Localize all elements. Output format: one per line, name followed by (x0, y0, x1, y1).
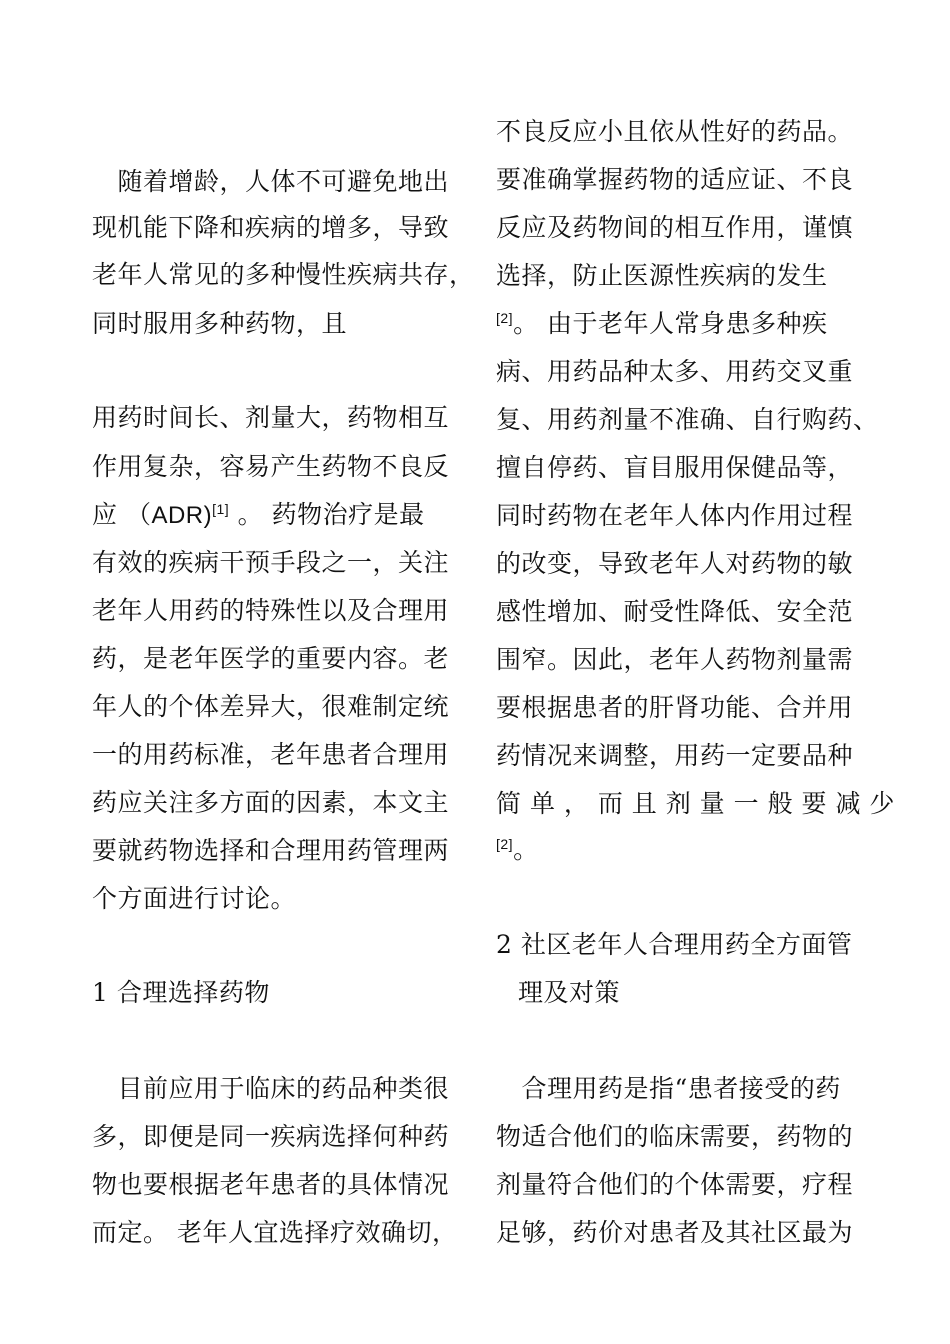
text-line: 同时药物在老年人体内作用过程 (496, 501, 854, 530)
text-line: 物也要根据老年患者的具体情况 (92, 1170, 450, 1199)
citation-ref: [1] (212, 501, 230, 517)
citation-ref: [2] (496, 310, 514, 326)
text-line: 随着增龄，人体不可避免地出 (92, 167, 450, 196)
text-fragment: 应 （ (92, 500, 152, 529)
text-line: 作用复杂，容易产生药物不良反 (92, 452, 450, 481)
text-line: 老年人常见的多种慢性疾病共存， (92, 260, 475, 289)
text-line: 反应及药物间的相互作用，谨慎 (496, 213, 854, 242)
text-line: 要根据患者的肝肾功能、合并用 (496, 693, 854, 722)
text-line: 选择，防止医源性疾病的发生 (496, 261, 828, 290)
text-line: 复、用药剂量不准确、自行购药、 (496, 405, 879, 434)
text-line: 合理用药是指“患者接受的药 (496, 1074, 841, 1103)
text-line: 药，是老年医学的重要内容。老 (92, 644, 450, 673)
text-line: 老年人用药的特殊性以及合理用 (92, 596, 450, 625)
text-line: 简 单 ， 而 且 剂 量 一 般 要 减 少 (496, 789, 895, 818)
text-fragment: 。 (513, 835, 539, 864)
text-line: 擅自停药、盲目服用保健品等， (496, 453, 854, 482)
text-line: 要就药物选择和合理用药管理两 (92, 836, 450, 865)
text-line: 要准确掌握药物的适应证、不良 (496, 165, 854, 194)
text-line: 有效的疾病干预手段之一，关注 (92, 548, 450, 577)
text-line: 一的用药标准，老年患者合理用 (92, 740, 450, 769)
text-line: 个方面进行讨论。 (92, 884, 297, 913)
text-line: 围窄。因此，老年人药物剂量需 (496, 645, 854, 674)
text-fragment: 。 由于老年人常身患多种疾 (513, 309, 828, 338)
text-line-ref (496, 309, 828, 339)
text-line: 而定。 老年人宜选择疗效确切， (92, 1218, 458, 1247)
text-line: 足够，药价对患者及其社区最为 (496, 1218, 854, 1247)
text-fragment: 。 药物治疗是最 (229, 500, 425, 529)
text-line: 现机能下降和疾病的增多，导致 (92, 213, 450, 242)
citation-ref: [2] (496, 836, 514, 852)
text-line-adr (92, 500, 425, 531)
text-line: 年人的个体差异大，很难制定统 (92, 692, 450, 721)
section-heading-1: 1 合理选择药物 (92, 978, 270, 1007)
section-heading-2-cont: 理及对策 (518, 978, 621, 1007)
text-line: 的改变，导致老年人对药物的敏 (496, 549, 854, 578)
text-line: 目前应用于临床的药品种类很 (92, 1074, 450, 1103)
text-line: 药应关注多方面的因素，本文主 (92, 788, 450, 817)
text-line: 不良反应小且依从性好的药品。 (496, 117, 854, 146)
abbr-adr: ADR) (151, 502, 213, 529)
text-line: 用药时间长、剂量大，药物相互 (92, 403, 450, 432)
text-line: 病、用药品种太多、用药交叉重 (496, 357, 854, 386)
text-line-ref (496, 835, 539, 865)
text-line: 药情况来调整，用药一定要品种 (496, 741, 854, 770)
text-line: 多，即便是同一疾病选择何种药 (92, 1122, 450, 1151)
text-line: 感性增加、耐受性降低、安全范 (496, 597, 854, 626)
text-line: 剂量符合他们的个体需要，疗程 (496, 1170, 854, 1199)
text-line: 物适合他们的临床需要，药物的 (496, 1122, 854, 1151)
text-line: 同时服用多种药物，且 (92, 309, 348, 338)
section-heading-2: 2 社区老年人合理用药全方面管 (496, 930, 853, 959)
